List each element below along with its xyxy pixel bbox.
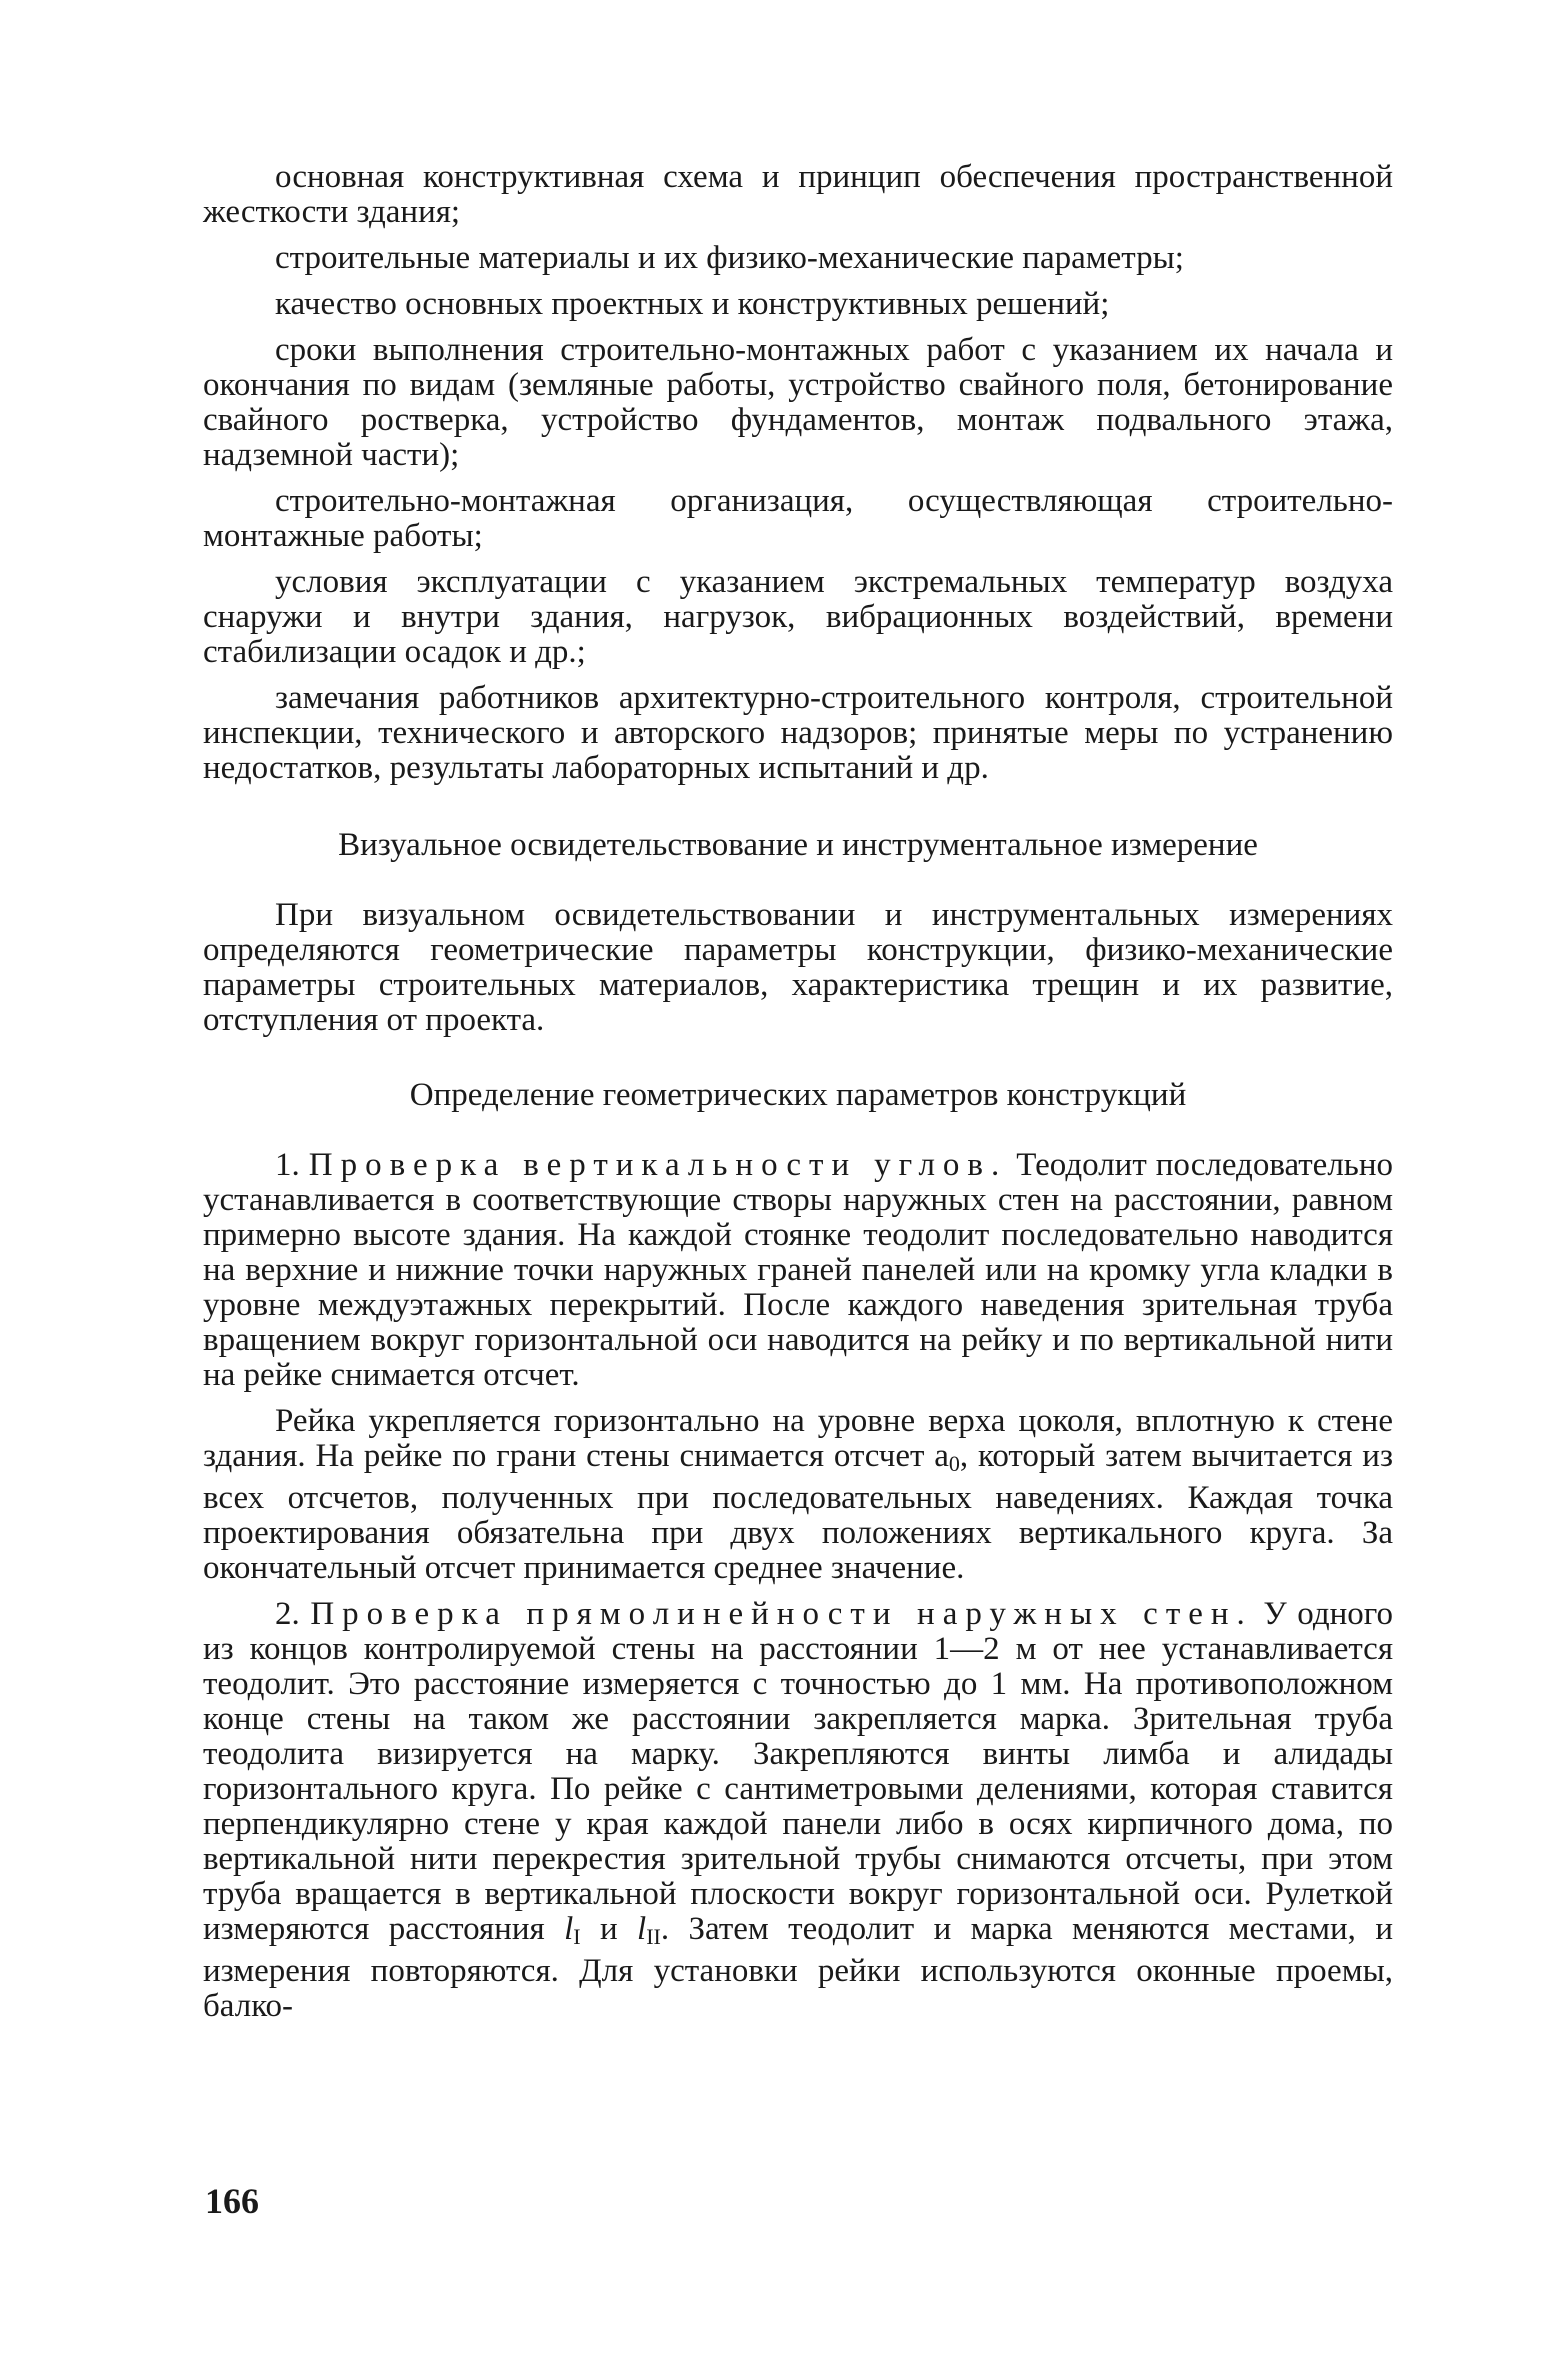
list-item: строительно-монтажная организация, осуществляющая строительно-монтажные работы; (203, 483, 1393, 554)
symbol-l2: $l_{II}$ (637, 1911, 661, 1949)
text-fragment: и (580, 1911, 638, 1947)
item-number: 2. (275, 1596, 300, 1632)
list-item: сроки выполнения строительно-монтажных работ с указанием их начала и окончания по видам (земляные работы, устройство свайного поля, бетонирование свайного ростверка, устройство фундаментов, монтаж подвального этажа, надземной части); (203, 332, 1393, 473)
item-title: Проверка прямолинейности наружных стен. (310, 1596, 1253, 1632)
page-content (203, 160, 1393, 2035)
item-number: 1. (275, 1147, 300, 1183)
text-fragment: Рейка укрепляется горизонтально на уровне верха цоколя, вплотную к стене здания. На рейке по грани стены снимается отсчет (203, 1403, 1393, 1474)
list-item: строительные материалы и их физико-механические параметры; (275, 240, 1184, 276)
symbol-l1: $l_I$ (564, 1911, 581, 1949)
text-fragment: , который затем вычитается из всех отсчетов, полученных при последовательных наведениях. Каждая точка проектирования обязательна при двух положениях вертикального круга. За окончательный отсчет принимается среднее значение. (203, 1438, 1393, 1586)
section-heading-visual-inspection: Визуальное освидетельствование и инструментальное измерение (338, 827, 1258, 863)
text-fragment: У одного из концов контролируемой стены на расстоянии 1—2 м от нее устанавливается теодолит. Это расстояние измеряется с точностью до 1 мм. На противоположном конце стены на таком же расстоянии закрепляется марка. Зрительная труба теодолита визируется на марку. Закрепляются винты лимба и алидады горизонтального круга. По рейке с сантиметровыми делениями, которая ставится перпендикулярно стене у края каждой панели либо в осях кирпичного дома, по вертикальной нити перекрестия зрительной трубы снимаются отсчеты, при этом труба вращается в вертикальной плоскости вокруг горизонтальной оси. Рулеткой измеряются расстояния (203, 1596, 1394, 1947)
section-heading-geometric-parameters: Определение геометрических параметров конструкций (409, 1077, 1187, 1113)
list-item: условия эксплуатации с указанием экстремальных температур воздуха снаружи и внутри здания, нагрузок, вибрационных воздействий, времени стабилизации осадок и др.; (203, 564, 1393, 670)
page-number: 166 (205, 2181, 259, 2221)
symbol-a0: $a_0$ (934, 1438, 960, 1476)
list-item: качество основных проектных и конструктивных решений; (275, 286, 1110, 322)
text-fragment: . Затем теодолит и марка меняются местами, и измерения повторяются. Для установки рейки используются оконные проемы, балко- (203, 1911, 1393, 2024)
list-item: основная конструктивная схема и принцип обеспечения пространственной жесткости здания; (203, 159, 1393, 230)
section-paragraph: При визуальном освидетельствовании и инструментальных измерениях определяются геометрические параметры конструкции, физико-механические параметры строительных материалов, характеристика трещин и их развитие, отступления от проекта. (203, 897, 1393, 1038)
item-verticality (203, 1148, 1393, 1393)
item-text: Теодолит последовательно устанавливается в соответствующие створы наружных стен на расстоянии, равном примерно высоте здания. На каждой стоянке теодолит последовательно наводится на верхние и нижние точки наружных граней панелей или на кромку угла кладки в уровне междуэтажных перекрытий. После каждого наведения зрительная труба вращением вокруг горизонтальной оси наводится на рейку и по вертикальной нити на рейке снимается отсчет. (203, 1147, 1394, 1393)
item-title: Проверка вертикальности углов. (308, 1147, 1008, 1183)
list-item: замечания работников архитектурно-строительного контроля, строительной инспекции, технического и авторского надзоров; принятые меры по устранению недостатков, результаты лабораторных испытаний и др. (203, 680, 1393, 786)
item-straightness (203, 1597, 1393, 2024)
item-verticality-continued (203, 1404, 1393, 1586)
